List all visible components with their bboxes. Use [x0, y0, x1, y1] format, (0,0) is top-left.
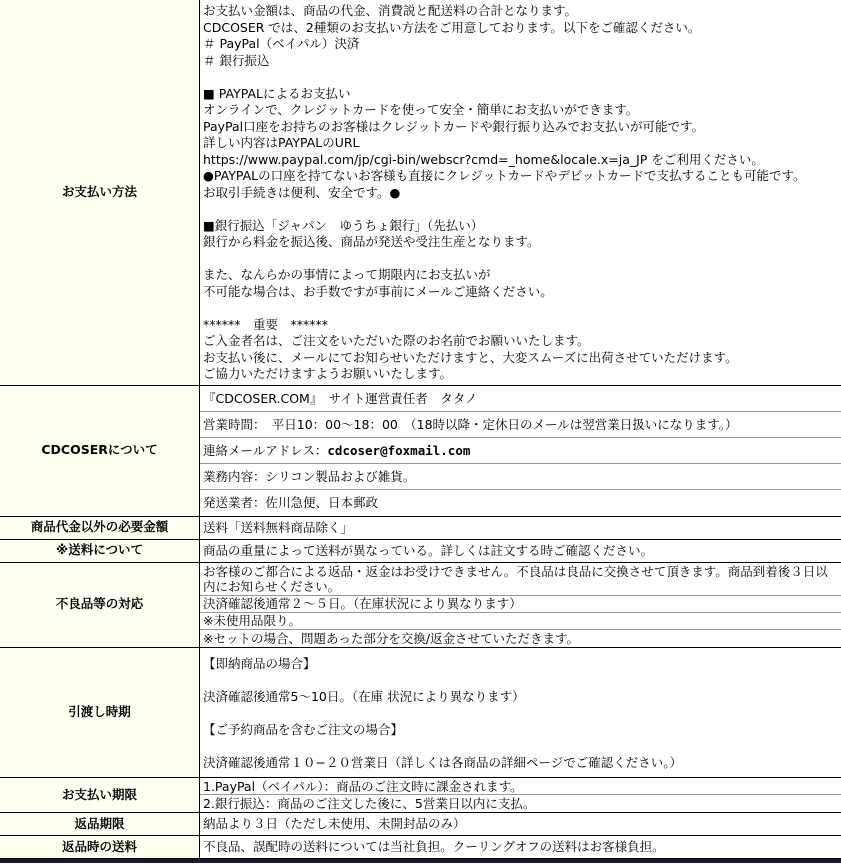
row-delivery-time [0, 648, 841, 779]
blank-line [203, 251, 838, 268]
extra-fees-content [200, 517, 841, 539]
payment-method-content [200, 0, 841, 385]
business-content-line: 業務内容：シリコン製品および雑貨。 [200, 464, 841, 490]
bottom-bar [0, 859, 841, 863]
row-defective-goods [0, 563, 841, 648]
text-line: 決済確認後通常5〜10日。（在庫 状況により異なります） [203, 688, 525, 704]
text-line: ＃ 銀行振込 [203, 52, 270, 68]
contact-email-prefix: 連絡メールアドレス： [203, 442, 328, 458]
text-line: お支払い金額は、商品の代金、消費説と配送料の合計となります。 [203, 3, 578, 18]
defective-goods-content [200, 563, 841, 647]
text-line: ■ PAYPALによるお支払い [203, 85, 351, 101]
shipping-note-content [200, 540, 841, 562]
delivery-time-content [200, 648, 841, 778]
business-hours-line: 営業時間： 平日10：00〜18：00 （18時以降・定休日のメールは翌営業日扱いになります。） [200, 412, 841, 438]
paypal-url-line: https://www.paypal.com/jp/cgi-bin/webscr?cmd=_home&locale.x=ja_JP をご利用ください。 [203, 151, 764, 167]
label-payment-method: お支払い方法 [0, 0, 200, 385]
text-line: PayPal口座をお持ちのお客様はクレジットカードや銀行振り込みでお支払いが可能です。 [203, 118, 704, 134]
row-extra-fees [0, 517, 841, 540]
label-return-deadline: 返品期限 [0, 813, 200, 835]
contact-email-line [200, 438, 841, 464]
text-line: ●PAYPALの口座を持てないお客様も直接にクレジットカードやデビットカードで支払することも可能です。 [203, 168, 806, 183]
text-line: お取引手続きは便利、安全です。● [203, 184, 401, 200]
text-line: オンラインで、クレジットカードを使って安全・簡単にお支払いができます。 [203, 102, 639, 117]
text-line: 詳しい内容はPAYPALのURL [203, 135, 360, 150]
row-shipping-note [0, 540, 841, 563]
text-line: お支払い後に、メールにてお知らせいただけますと、大変スムーズに出荷させていただけます。 [203, 349, 738, 365]
label-about-cdcoser: CDCOSERについて [0, 386, 200, 516]
text-line: ■銀行振込「ジャパン ゆうちょ銀行」（先払い） [203, 217, 484, 233]
return-shipping-content [200, 836, 841, 858]
shipping-carrier-line: 発送業者：佐川急便、日本郵政 [203, 495, 379, 510]
defects-policy-line: お客様のご都合による返品・返金はお受けできません。不良品は良品に交換させて頂きます。商品到着後３日以内にお知らせください。 [200, 563, 841, 596]
row-payment-method [0, 0, 841, 386]
text-line: CDCOSER では、2種類のお支払い方法をご用意しております。以下をご確認ください。 [203, 19, 701, 35]
blank-line [203, 69, 838, 86]
blank-line [203, 705, 838, 722]
text-line: ご入金者名は、ご注文をいただいた際のお名前でお願いいたします。 [203, 333, 590, 348]
row-about-cdcoser [0, 386, 841, 517]
row-return-deadline [0, 813, 841, 836]
defects-processing-line: 決済確認後通常２〜５日。（在庫状況により異なります） [200, 596, 841, 613]
paypal-deadline-line: 1.PayPal（ベイパル）：商品のご注文時に課金されます。 [200, 778, 841, 795]
text-line: 決済確認後通常１０−２０営業日（詳しくは各商品の詳細ページでご確認ください。） [203, 754, 682, 770]
text-line: 【ご予約商品を含むご注文の場合】 [203, 721, 404, 737]
payment-deadline-content [200, 778, 841, 812]
defects-set-line: ※セットの場合、問題あった部分を交換/返金させていただきます。 [203, 630, 580, 646]
return-shipping-text: 不良品、誤配時の送料については当社負担。クーリングオフの送料はお客様負担。 [203, 839, 665, 854]
about-cdcoser-content [200, 386, 841, 516]
return-deadline-content [200, 813, 841, 835]
label-extra-fees: 商品代金以外の必要金額 [0, 517, 200, 539]
label-defective-goods: 不良品等の対応 [0, 563, 200, 647]
blank-line [203, 738, 838, 755]
text-line: ＃ PayPal（ベイパル）決済 [203, 36, 360, 51]
blank-line [203, 201, 838, 218]
label-delivery-time: 引渡し時期 [0, 648, 200, 778]
label-payment-deadline: お支払い期限 [0, 778, 200, 812]
row-return-shipping [0, 836, 841, 859]
important-heading: ****** 重要 ****** [203, 316, 329, 332]
defects-unused-line: ※未使用品限り。 [200, 613, 841, 630]
text-line: ご協力いただけますようお願いいたします。 [203, 366, 453, 381]
bank-deadline-line: 2.銀行振込：商品のご注文した後に、5営業日以内に支払。 [203, 796, 536, 811]
text-line: 【即納商品の場合】 [203, 655, 316, 671]
return-deadline-text: 納品より３日（ただし未使用、未開封品のみ） [203, 816, 466, 831]
blank-line [203, 300, 838, 317]
text-line: 不可能な場合は、お手数ですが事前にメールご連絡ください。 [203, 283, 553, 299]
text-line: また、なんらかの事情によって期限内にお支払いが [203, 267, 491, 282]
extra-fees-text: 送料「送料無料商品除く」 [203, 519, 354, 535]
site-operator-line: 『CDCOSER.COM』 サイト運営責任者 タタノ [200, 386, 841, 412]
blank-line [203, 672, 838, 689]
label-shipping-note: ※送料について [0, 540, 200, 562]
text-line: 銀行から料金を振込後、商品が発送や受注生産となります。 [203, 234, 540, 249]
contact-email: cdcoser@foxmail.com [327, 442, 471, 458]
label-return-shipping: 返品時の送料 [0, 836, 200, 858]
row-payment-deadline [0, 778, 841, 813]
shipping-note-text: 商品の重量によって送料が異なっている。詳しくは註文する時ご確認ください。 [203, 542, 654, 558]
